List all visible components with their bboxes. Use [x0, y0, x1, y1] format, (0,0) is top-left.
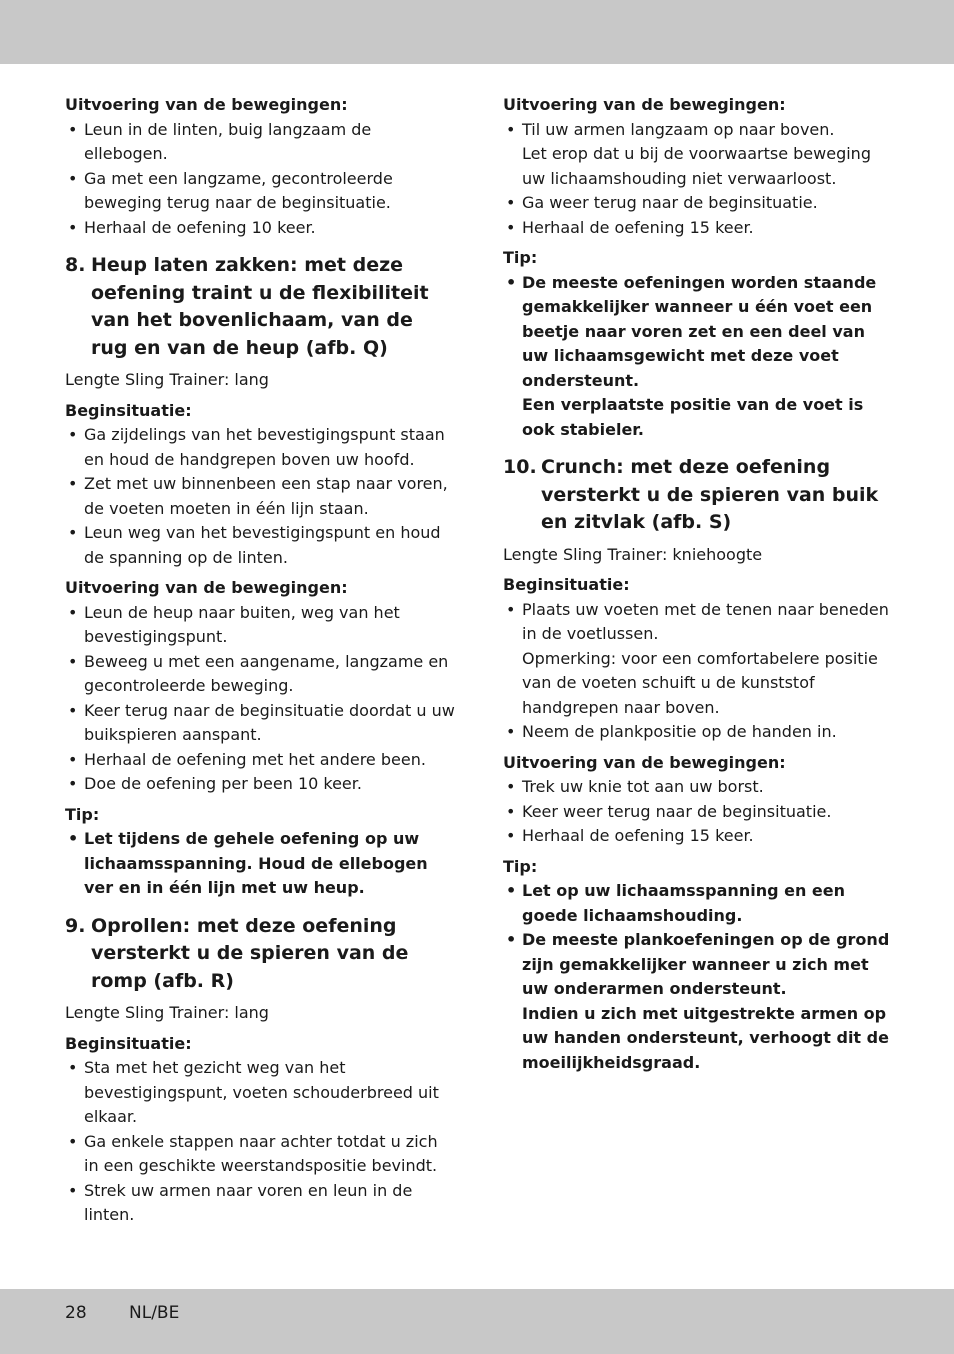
bullet-list — [65, 423, 455, 570]
list-item: • Keer terug naar de beginsituatie doordat u uw buikspieren aanspant. — [65, 699, 455, 748]
list-item: • Strek uw armen naar voren en leun in de linten. — [65, 1179, 455, 1228]
subheading: Beginsituatie: — [503, 575, 630, 594]
bullet-list — [503, 598, 895, 745]
section-number: 9. — [65, 914, 86, 937]
list-item: • Ga enkele stappen naar achter totdat u zich in een geschikte weerstandspositie bevindt. — [65, 1130, 455, 1179]
list-item-continuation: Let erop dat u bij de voorwaartse beweging uw lichaamshouding niet verwaarloost. — [522, 144, 871, 188]
tip-item-continuation: Een verplaatste positie van de voet is ook stabieler. — [522, 395, 864, 439]
list-item: • Leun de heup naar buiten, weg van het bevestigingspunt. — [65, 601, 455, 650]
list-item: • Keer weer terug naar de beginsituatie. — [503, 800, 895, 825]
tip-item-text: De meeste plankoefeningen op de grond zijn gemakkelijker wanneer u zich met uw onderarmen ondersteunt. — [522, 930, 890, 998]
tip-list — [503, 879, 895, 1075]
left-column — [65, 93, 455, 1228]
language-code: NL/BE — [129, 1303, 180, 1323]
tip-heading: Tip: — [503, 248, 538, 267]
length-note: Lengte Sling Trainer: lang — [65, 1003, 269, 1022]
section-number: 10. — [503, 456, 537, 478]
list-item — [503, 598, 895, 721]
header-band — [0, 0, 954, 64]
subheading: Beginsituatie: — [65, 400, 192, 420]
list-item: • Trek uw knie tot aan uw borst. — [503, 775, 895, 800]
section-title: Oprollen: met deze oefening versterkt u de spieren van de romp (afb. R) — [91, 914, 409, 992]
list-item: • Herhaal de oefening 15 keer. — [503, 824, 895, 849]
list-item: • Herhaal de oefening 15 keer. — [503, 216, 895, 241]
list-item: • Beweeg u met een aangename, langzame en gecontroleerde beweging. — [65, 650, 455, 699]
list-item — [503, 118, 895, 192]
section-heading — [65, 913, 455, 996]
list-item: • Ga met een langzame, gecontroleerde beweging terug naar de beginsituatie. — [65, 167, 455, 216]
bullet-list — [65, 1056, 455, 1228]
subheading: Uitvoering van de bewegingen: — [65, 95, 348, 114]
tip-list — [65, 827, 455, 901]
subheading: Beginsituatie: — [65, 1033, 192, 1053]
list-item-continuation: Opmerking: voor een comfortabelere positie van de voeten schuift u de kunststof handgrepen naar boven. — [522, 648, 878, 717]
bullet-list — [65, 118, 455, 241]
tip-heading: Tip: — [65, 804, 100, 824]
tip-list — [503, 271, 895, 443]
bullet-list — [65, 601, 455, 797]
page-number: 28 — [65, 1303, 87, 1323]
list-item: • Herhaal de oefening met het andere been. — [65, 748, 455, 773]
length-note: Lengte Sling Trainer: kniehoogte — [503, 544, 763, 564]
section-title: Heup laten zakken: met deze oefening traint u de flexibiliteit van het bovenlichaam, van de rug en van de heup (afb. Q) — [91, 254, 429, 359]
bullet-list — [503, 775, 895, 849]
list-item: • Leun weg van het bevestigingspunt en houd de spanning op de linten. — [65, 521, 455, 570]
subheading: Uitvoering van de bewegingen: — [65, 578, 348, 597]
subheading: Uitvoering van de bewegingen: — [503, 752, 786, 772]
tip-heading: Tip: — [503, 856, 538, 876]
section-heading — [503, 454, 895, 537]
tip-item — [503, 271, 895, 443]
length-note: Lengte Sling Trainer: lang — [65, 370, 269, 389]
list-item: • Neem de plankpositie op de handen in. — [503, 720, 895, 745]
section-number: 8. — [65, 254, 86, 276]
section-heading — [65, 252, 455, 362]
list-item: • Ga zijdelings van het bevestigingspunt staan en houd de handgrepen boven uw hoofd. — [65, 423, 455, 472]
tip-item: • Let op uw lichaamsspanning en een goede lichaamshouding. — [503, 879, 895, 928]
tip-item-continuation: Indien u zich met uitgestrekte armen op uw handen ondersteunt, verhoogt dit de moeilijkheidsgraad. — [522, 1003, 889, 1072]
bullet-list — [503, 118, 895, 241]
tip-item: • Let tijdens de gehele oefening op uw lichaamsspanning. Houd de ellebogen ver en in één lijn met uw heup. — [65, 827, 455, 901]
right-column — [503, 93, 895, 1075]
list-item-text: Plaats uw voeten met de tenen naar beneden in de voetlussen. — [522, 599, 889, 643]
list-item: • Leun in de linten, buig langzaam de ellebogen. — [65, 118, 455, 167]
list-item: • Doe de oefening per been 10 keer. — [65, 772, 455, 797]
list-item: • Ga weer terug naar de beginsituatie. — [503, 191, 895, 216]
list-item: • Herhaal de oefening 10 keer. — [65, 216, 455, 241]
section-title: Crunch: met deze oefening versterkt u de spieren van buik en zitvlak (afb. S) — [541, 456, 879, 533]
list-item: • Zet met uw binnenbeen een stap naar voren, de voeten moeten in één lijn staan. — [65, 472, 455, 521]
subheading: Uitvoering van de bewegingen: — [503, 95, 786, 114]
list-item: • Sta met het gezicht weg van het bevestigingspunt, voeten schouderbreed uit elkaar. — [65, 1056, 455, 1130]
tip-item-text: De meeste oefeningen worden staande gemakkelijker wanneer u één voet een beetje naar voren zet en een deel van uw lichaamsgewicht met deze voet ondersteunt. — [522, 272, 877, 390]
tip-item — [503, 928, 895, 1075]
list-item-text: Til uw armen langzaam op naar boven. — [522, 119, 835, 139]
